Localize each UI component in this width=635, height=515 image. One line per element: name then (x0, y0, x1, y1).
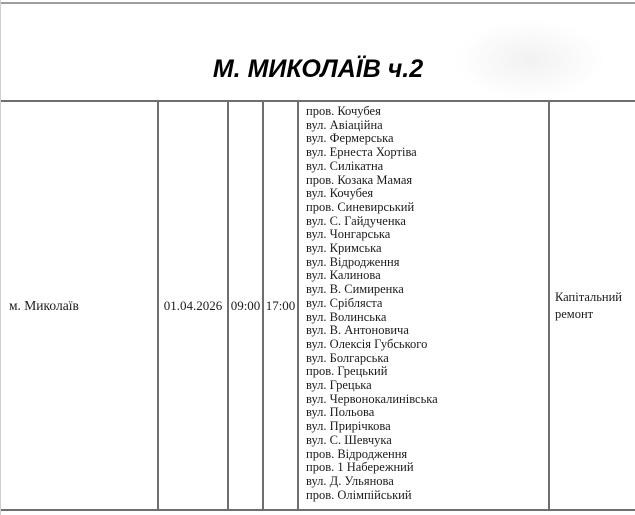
street-line: пров. Синевирський (306, 199, 415, 214)
street-line: пров. Кочубея (306, 104, 381, 118)
street-line: пров. 1 Набережний (306, 460, 414, 475)
street-line: вул. Срібляста (306, 295, 383, 310)
work-type-label: Капітальний ремонт (555, 289, 622, 321)
outage-schedule-table (1, 100, 635, 511)
street-line: вул. Червонокалинівська (306, 391, 438, 406)
work-type-cell (548, 102, 635, 509)
street-line: вул. С. Шевчука (306, 432, 392, 447)
street-line: пров. Відродження (306, 446, 408, 461)
street-line: вул. Ернеста Хортіва (306, 145, 417, 160)
city-cell (1, 102, 157, 509)
date-label: 01.04.2026 (163, 297, 223, 313)
date-cell (157, 102, 227, 509)
street-line: пров. Олімпійський (306, 487, 412, 502)
end-time-label: 17:00 (265, 297, 296, 313)
page-title: М. МИКОЛАЇВ ч.2 (212, 55, 424, 83)
city-label: м. Миколаїв (9, 297, 79, 313)
street-line: вул. В. Антоновича (306, 323, 409, 338)
street-line: вул. Болгарська (306, 350, 389, 365)
streets-cell (297, 102, 548, 509)
street-line: вул. Олексія Губського (306, 336, 428, 351)
start-time-label: 09:00 (230, 297, 261, 313)
street-line: вул. Чонгарська (306, 227, 391, 242)
street-line: вул. Прирічкова (306, 419, 391, 434)
street-line: вул. В. Симиренка (306, 282, 404, 297)
street-line: вул. Калинова (306, 268, 381, 283)
top-divider (1, 2, 635, 4)
street-line: вул. Волинська (306, 309, 387, 324)
street-line: вул. Авіаційна (306, 117, 383, 132)
street-line: вул. Силікатна (306, 158, 384, 173)
street-line: вул. Кочубея (306, 186, 374, 201)
street-line: вул. Кримська (306, 241, 382, 256)
street-line: вул. Відродження (306, 254, 400, 269)
start-time-cell (227, 102, 262, 509)
street-line: вул. Грецька (306, 378, 372, 393)
end-time-cell (262, 102, 297, 509)
street-line: пров. Козака Мамая (306, 172, 413, 187)
street-line: пров. Грецький (306, 364, 388, 379)
street-line: вул. С. Гайдученка (306, 213, 406, 228)
street-line: вул. Д. Ульянова (306, 473, 394, 488)
street-line: вул. Фермерська (306, 131, 394, 146)
street-line: вул. Польова (306, 405, 375, 420)
